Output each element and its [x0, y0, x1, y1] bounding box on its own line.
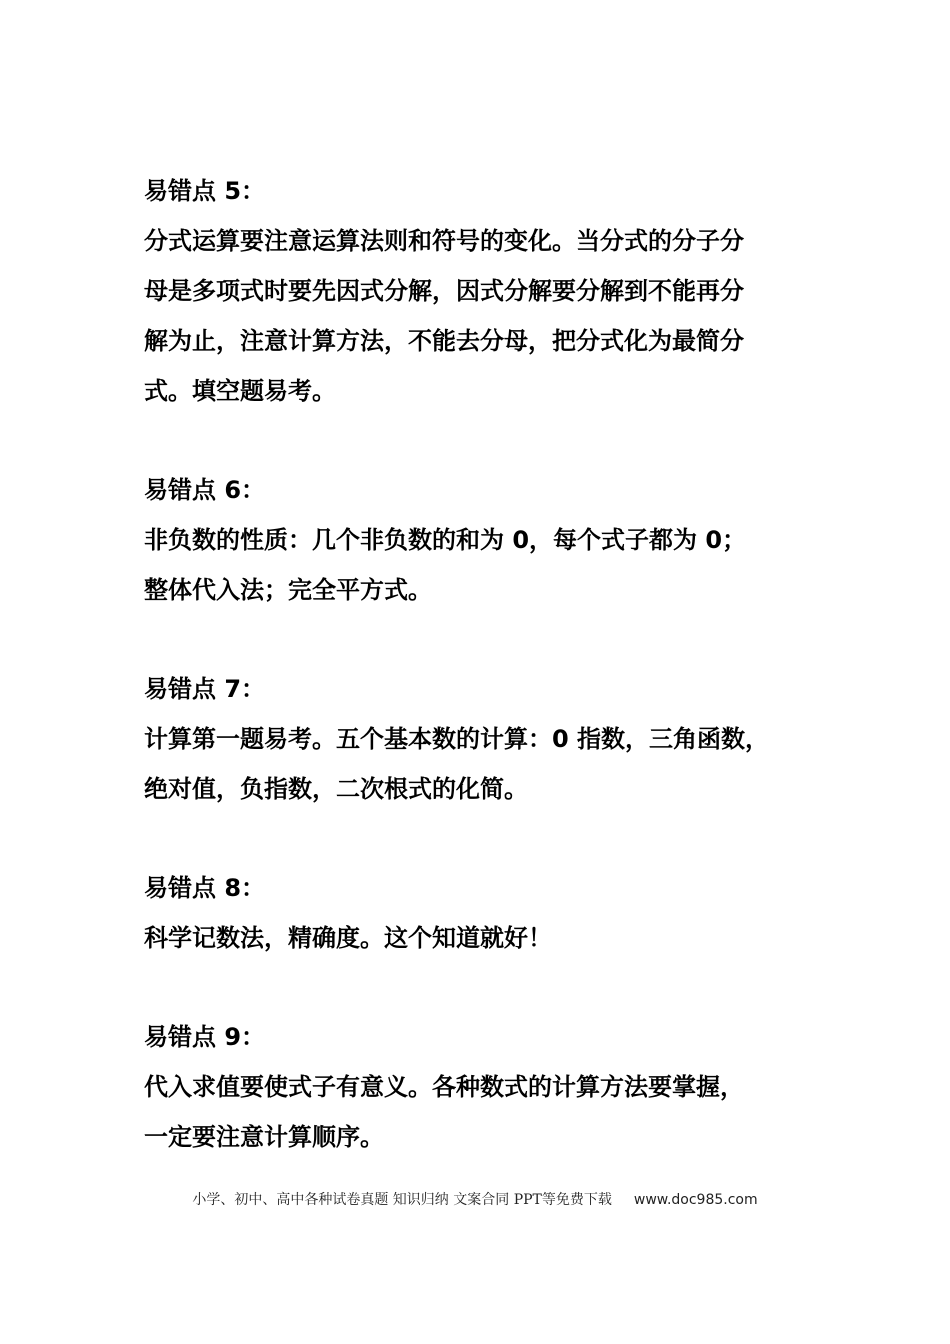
footer-text: 小学、初中、高中各种试卷真题 知识归纳 文案合同 PPT等免费下载	[192, 1192, 612, 1208]
document-body	[144, 166, 834, 1211]
section-heading: 易错点 5：	[144, 177, 266, 205]
section-heading: 易错点 9：	[144, 1023, 266, 1051]
section-error-point-9	[144, 1012, 834, 1162]
paragraph-line: 非负数的性质：几个非负数的和为 0，每个式子都为 0；	[144, 526, 747, 554]
section-heading: 易错点 6：	[144, 476, 266, 504]
section-heading: 易错点 8：	[144, 874, 266, 902]
paragraph-line: 科学记数法，精确度。这个知道就好！	[144, 924, 552, 952]
paragraph-line: 式。填空题易考。	[144, 377, 336, 405]
paragraph-line: 分式运算要注意运算法则和符号的变化。当分式的分子分	[144, 227, 744, 255]
section-error-point-8	[144, 863, 834, 963]
paragraph-line: 绝对值，负指数，二次根式的化简。	[144, 775, 528, 803]
footer-site-link[interactable]: www.doc985.com	[633, 1192, 758, 1208]
section-error-point-6	[144, 465, 834, 615]
section-error-point-7	[144, 664, 834, 814]
paragraph-line: 解为止，注意计算方法，不能去分母，把分式化为最简分	[144, 327, 744, 355]
paragraph-line: 母是多项式时要先因式分解，因式分解要分解到不能再分	[144, 277, 744, 305]
paragraph-line: 代入求值要使式子有意义。各种数式的计算方法要掌握，	[144, 1073, 744, 1101]
paragraph-line: 一定要注意计算顺序。	[144, 1123, 384, 1151]
section-error-point-5	[144, 166, 834, 416]
paragraph-line: 整体代入法；完全平方式。	[144, 576, 432, 604]
section-heading: 易错点 7：	[144, 675, 266, 703]
page-footer	[0, 1188, 950, 1212]
paragraph-line: 计算第一题易考。五个基本数的计算：0 指数，三角函数，	[144, 725, 770, 753]
